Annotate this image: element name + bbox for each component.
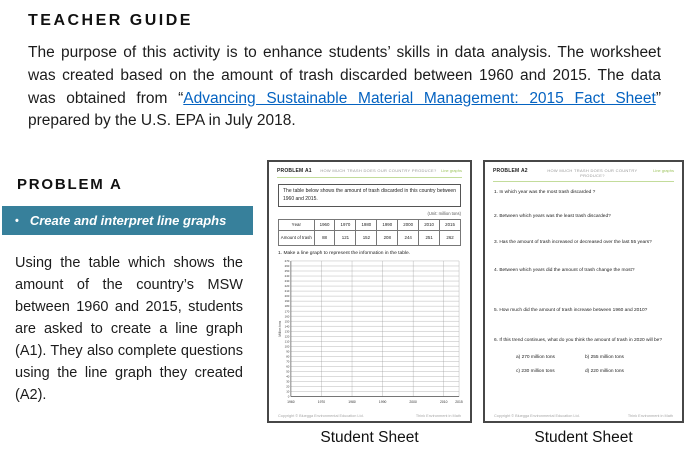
sheet-a2-footer	[494, 414, 673, 418]
table-cell-amount: 152	[356, 231, 377, 246]
unit-note: (Unit: million tons)	[427, 211, 461, 216]
svg-text:130: 130	[284, 329, 290, 334]
svg-text:2010: 2010	[440, 399, 448, 404]
svg-text:190: 190	[284, 299, 290, 304]
sheet-a2-topic-tag: Line graphs	[653, 168, 674, 173]
series-text: Think Environment in Math	[627, 414, 673, 418]
svg-text:250: 250	[284, 269, 290, 274]
sheet-a1-title: HOW MUCH TRASH DOES OUR COUNTRY PRODUCE?	[320, 168, 437, 173]
sheet-a1-problem-label: PROBLEM A1	[277, 168, 312, 174]
svg-text:140: 140	[284, 324, 290, 329]
student-sheet-a2-thumbnail	[483, 160, 684, 423]
svg-text:260: 260	[284, 264, 290, 269]
intro-text-before: The purpose of this activity is to enhance students’ skills in data analysis. The worksheet was created based on the amount of trash discarded between 1960 and 2015. The data was obtained from “	[28, 44, 661, 107]
question-list	[494, 190, 672, 345]
sheet-a1-caption: Student Sheet	[320, 429, 419, 446]
question-item: 5. How much did the amount of trash increase between 1960 and 2010?	[494, 307, 648, 313]
table-cell-amount: 251	[419, 231, 440, 246]
green-divider	[277, 177, 462, 178]
choice-item: d) 220 million tons	[585, 368, 624, 374]
question-item: 6. If this trend continues, what do you think the amount of trash in 2020 will be?	[494, 337, 662, 343]
sheet-a2-header	[493, 168, 674, 178]
svg-text:150: 150	[284, 319, 290, 324]
sheet-a1-header	[277, 168, 462, 174]
svg-text:1970: 1970	[317, 399, 326, 404]
sheet-a2-body	[485, 190, 682, 374]
bullet-icon: •	[15, 214, 19, 227]
series-text: Think Environment in Math	[415, 414, 461, 418]
table-cell-amount: 88	[315, 231, 336, 246]
trash-data-table	[278, 219, 461, 246]
graph-question: 1. Make a line graph to represent the information in the table.	[278, 251, 411, 256]
intro-paragraph	[28, 42, 661, 133]
table-cell-year: 1970	[335, 220, 356, 231]
svg-text:30: 30	[286, 379, 290, 384]
problem-a-heading: PROBLEM A	[17, 176, 123, 193]
svg-text:20: 20	[286, 384, 290, 389]
table-cell-amount: 208	[377, 231, 398, 246]
svg-text:2000: 2000	[409, 399, 417, 404]
svg-text:160: 160	[284, 314, 290, 319]
svg-text:270: 270	[284, 259, 290, 264]
svg-text:170: 170	[284, 309, 290, 314]
svg-text:80: 80	[286, 354, 290, 359]
svg-text:2015: 2015	[455, 399, 463, 404]
svg-text:120: 120	[284, 334, 290, 339]
sheet-a1-body	[269, 184, 470, 409]
objective-label: Create and interpret line graphs	[29, 213, 227, 228]
svg-text:50: 50	[286, 369, 290, 374]
instruction-box: The table below shows the amount of trash discarded in this country between 1960 and 2015.	[278, 184, 461, 207]
svg-text:180: 180	[284, 304, 290, 309]
svg-text:230: 230	[284, 279, 290, 284]
table-cell-year: 1980	[356, 220, 377, 231]
student-sheet-a1-thumbnail	[267, 160, 472, 423]
question-item: 3. Has the amount of trash increased or decreased over the last 55 years?	[494, 239, 652, 245]
choice-item: c) 230 million tons	[516, 368, 555, 374]
page-title: TEACHER GUIDE	[28, 12, 193, 29]
sheet-a2-problem-label: PROBLEM A2	[493, 168, 528, 174]
epa-factsheet-link[interactable]: Advancing Sustainable Material Management: 2015 Fact Sheet	[183, 89, 656, 107]
copyright-text: Copyright © Bluegga Environmental Education Ltd.	[278, 414, 364, 418]
intro-text-after: ” prepared by the U.S. EPA in July 2018.	[28, 89, 661, 130]
sheet-a2-caption: Student Sheet	[534, 429, 633, 446]
problem-description: Using the table which shows the amount of the country’s MSW between 1960 and 2015, students are asked to create a line graph (A1). They also complete questions using the line graph they created (A2).	[15, 255, 243, 404]
table-cell-year: 2010	[419, 220, 440, 231]
svg-text:240: 240	[284, 274, 290, 279]
svg-text:60: 60	[286, 364, 290, 369]
choice-item: b) 255 million tons	[585, 354, 624, 360]
table-cell-year: 1960	[315, 220, 336, 231]
svg-text:210: 210	[284, 289, 290, 294]
sheet-a1-topic-tag: Line graphs	[441, 168, 462, 173]
svg-text:40: 40	[286, 374, 290, 379]
table-cell-year: 1990	[377, 220, 398, 231]
table-header-year: Year	[279, 220, 315, 231]
svg-text:1980: 1980	[348, 399, 356, 404]
question-item: 4. Between which years did the amount of trash change the most?	[494, 267, 635, 273]
choice-item: a) 270 million tons	[516, 354, 555, 360]
green-divider	[493, 181, 674, 182]
question-item: 2. Between which years was the least trash discarded?	[494, 213, 611, 219]
svg-text:1990: 1990	[378, 399, 387, 404]
svg-text:90: 90	[286, 349, 290, 354]
sheet-a1-footer	[278, 414, 461, 418]
svg-text:70: 70	[286, 359, 290, 364]
svg-text:220: 220	[284, 284, 290, 289]
table-cell-year: 2000	[398, 220, 419, 231]
svg-text:100: 100	[284, 344, 290, 349]
empty-line-graph-grid	[278, 258, 464, 409]
svg-text:200: 200	[284, 294, 290, 299]
table-row-years	[279, 220, 461, 231]
table-cell-year: 2015	[440, 220, 461, 231]
copyright-text: Copyright © Bluegga Environmental Education Ltd.	[494, 414, 580, 418]
sheet-a2-title: HOW MUCH TRASH DOES OUR COUNTRY PRODUCE?	[547, 168, 638, 178]
answer-choices	[516, 355, 640, 374]
objective-banner	[2, 206, 253, 235]
table-cell-amount: 121	[335, 231, 356, 246]
svg-text:0: 0	[287, 394, 290, 399]
table-row-amounts	[279, 231, 461, 246]
svg-text:10: 10	[286, 389, 290, 394]
svg-text:1960: 1960	[287, 399, 295, 404]
svg-text:110: 110	[284, 339, 290, 344]
question-item: 1. In which year was the most trash discarded ?	[494, 190, 596, 195]
table-header-amount: Amount of trash	[279, 231, 315, 246]
table-cell-amount: 244	[398, 231, 419, 246]
svg-text:Million tons: Million tons	[278, 320, 282, 337]
table-cell-amount: 262	[440, 231, 461, 246]
